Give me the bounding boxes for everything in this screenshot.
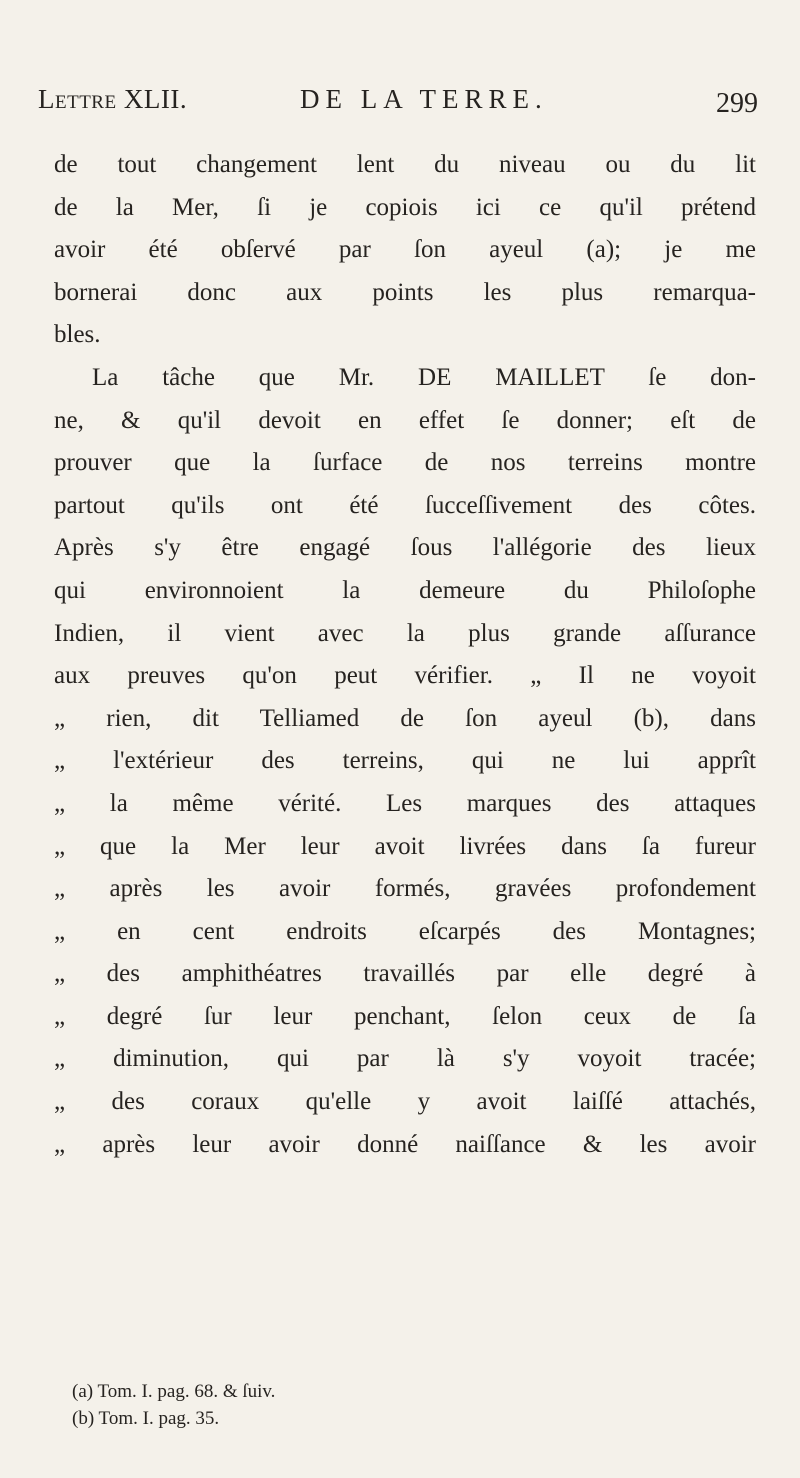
- text-line: Indien, il vient avec la plus grande aſſurance: [54, 619, 756, 647]
- text-line: La tâche que Mr. DE MAILLET ſe don-: [92, 363, 756, 391]
- text-line: de la Mer, ſi je copiois ici ce qu'il prétend: [54, 193, 756, 221]
- text-line: „ diminution, qui par là s'y voyoit tracée;: [54, 1045, 756, 1073]
- text-line: prouver que la ſurface de nos terreins montre: [54, 449, 756, 477]
- footnote: (a) Tom. I. pag. 68. & ſuiv.: [72, 1381, 276, 1402]
- running-header: [38, 84, 758, 124]
- text-line: „ que la Mer leur avoit livrées dans ſa fureur: [54, 832, 756, 860]
- text-line: „ des amphithéatres travaillés par elle degré à: [54, 960, 756, 988]
- text-line: „ l'extérieur des terreins, qui ne lui apprît: [54, 747, 756, 775]
- text-line: de tout changement lent du niveau ou du lit: [54, 151, 756, 178]
- text-line: „ la même vérité. Les marques des attaques: [54, 789, 756, 817]
- header-section-title: DE LA TERRE.: [300, 84, 548, 114]
- text-line: bornerai donc aux points les plus remarqua-: [54, 278, 756, 306]
- text-line: „ après les avoir formés, gravées profondement: [54, 875, 756, 903]
- text-line: partout qu'ils ont été ſucceſſivement des côtes.: [54, 491, 756, 519]
- page-number: 299: [716, 88, 758, 119]
- text-line: bles.: [54, 321, 101, 349]
- text-line: avoir été obſervé par ſon ayeul (a); je me: [54, 236, 756, 264]
- text-line: „ des coraux qu'elle y avoit laiſſé attachés,: [54, 1088, 756, 1116]
- text-line: „ en cent endroits eſcarpés des Montagnes;: [54, 917, 756, 945]
- text-line: „ rien, dit Telliamed de ſon ayeul (b), dans: [54, 704, 756, 732]
- text-line: ne, & qu'il devoit en effet ſe donner; eſt de: [54, 406, 756, 434]
- footnote: (b) Tom. I. pag. 35.: [72, 1408, 220, 1429]
- text-line: aux preuves qu'on peut vérifier. „ Il ne voyoit: [54, 662, 756, 690]
- header-letter-title: Lettre XLII.: [38, 84, 188, 114]
- text-line: „ degré ſur leur penchant, ſelon ceux de ſa: [54, 1002, 756, 1030]
- footnotes: [72, 1378, 672, 1432]
- body-text: [54, 144, 756, 1166]
- text-line: qui environnoient la demeure du Philoſophe: [54, 576, 756, 604]
- text-line: Après s'y être engagé ſous l'allégorie des lieux: [54, 534, 756, 562]
- text-line: „ après leur avoir donné naiſſance & les avoir: [54, 1130, 756, 1158]
